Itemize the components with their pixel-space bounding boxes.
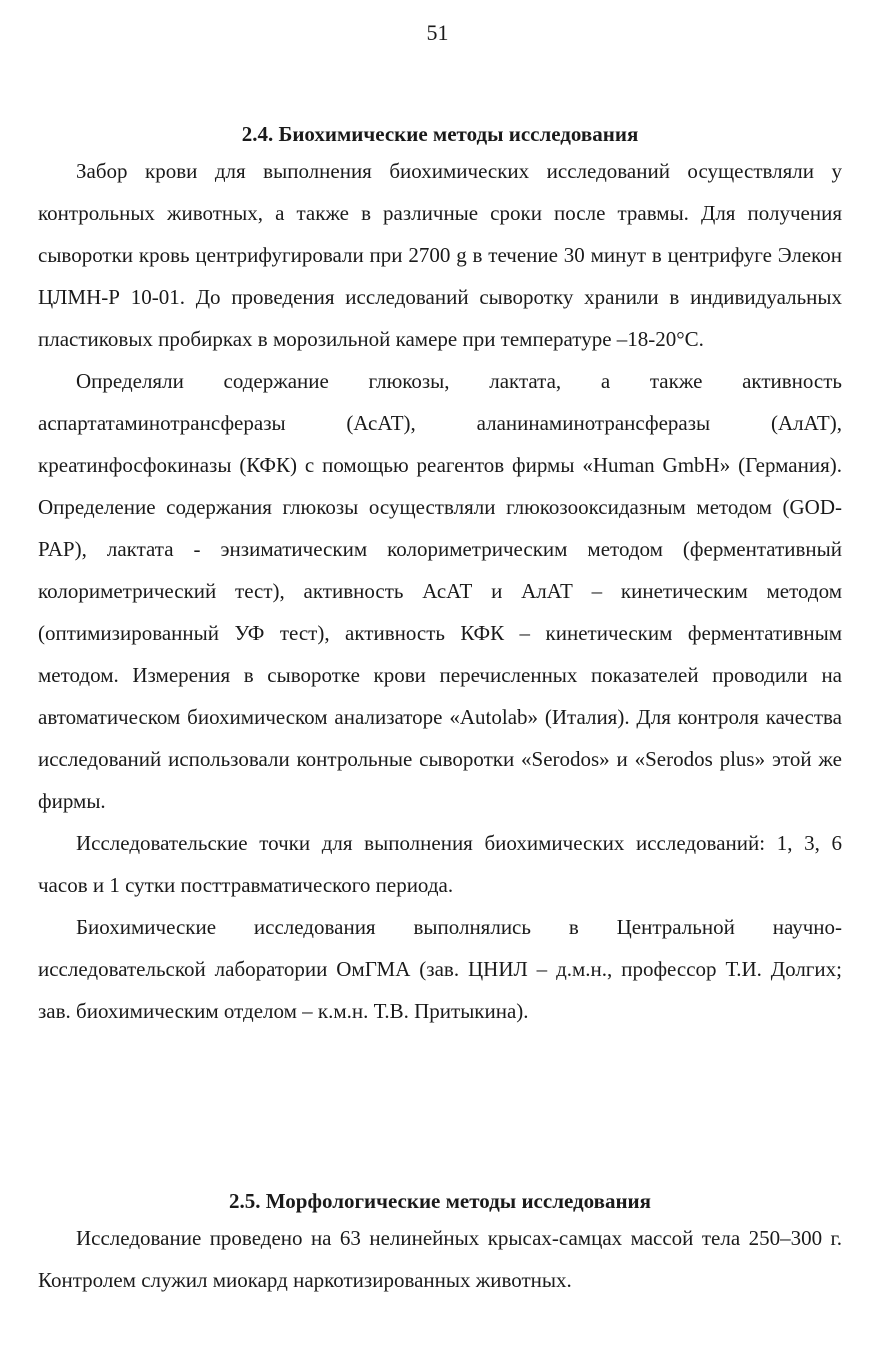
paragraph-research-points: Исследовательские точки для выполнения биохимических исследований: 1, 3, 6 часов и 1 сутки посттравматического периода.	[38, 831, 842, 897]
paragraph-laboratory: Биохимические исследования выполнялись в Центральной научно-исследовательской лаборатории ОмГМА (зав. ЦНИЛ – д.м.н., профессор Т.И. Долгих; зав. биохимическим отделом – к.м.н. Т.В. Притыкина).	[38, 915, 842, 1023]
section-heading: 2.4. Биохимические методы исследования	[241, 122, 639, 146]
paragraph-study-subjects: Исследование проведено на 63 нелинейных крысах-самцах массой тела 250–300 г. Контролем служил миокард наркотизированных животных.	[38, 1226, 842, 1292]
paragraph-determined-parameters: Определяли содержание глюкозы, лактата, а также активность аспартатаминотрансферазы (АсАТ), аланинаминотрансферазы (АлАТ), креатинфосфокиназы (КФК) с помощью реагентов фирмы «Human GmbH» (Германия). Определение содержания глюкозы осуществляли глюкозооксидазным методом (GOD-PAP), лактата - энзиматическим колориметрическим методом (ферментативный колориметрический тест), активность АсАТ и АлАТ – кинетическим методом (оптимизированный УФ тест), активность КФК – кинетическим ферментативным методом. Измерения в сыворотке крови перечисленных показателей проводили на автоматическом биохимическом анализаторе «Autolab» (Италия). Для контроля качества исследований использовали контрольные сыворотки «Serodos» и «Serodos plus» этой же фирмы.	[38, 369, 842, 813]
section-biochemical-methods	[38, 118, 842, 1032]
page-number: 51	[426, 20, 449, 45]
section-morphological-methods	[38, 1185, 842, 1301]
section-heading: 2.5. Морфологические методы исследования	[228, 1189, 652, 1213]
paragraph-blood-sampling: Забор крови для выполнения биохимических исследований осуществляли у контрольных животных, а также в различные сроки после травмы. Для получения сыворотки кровь центрифугировали при 2700 g в течение 30 минут в центрифуге Элекон ЦЛМН-Р 10-01. До проведения исследований сыворотку хранили в индивидуальных пластиковых пробирках в морозильной камере при температуре –18-20°С.	[38, 159, 842, 351]
